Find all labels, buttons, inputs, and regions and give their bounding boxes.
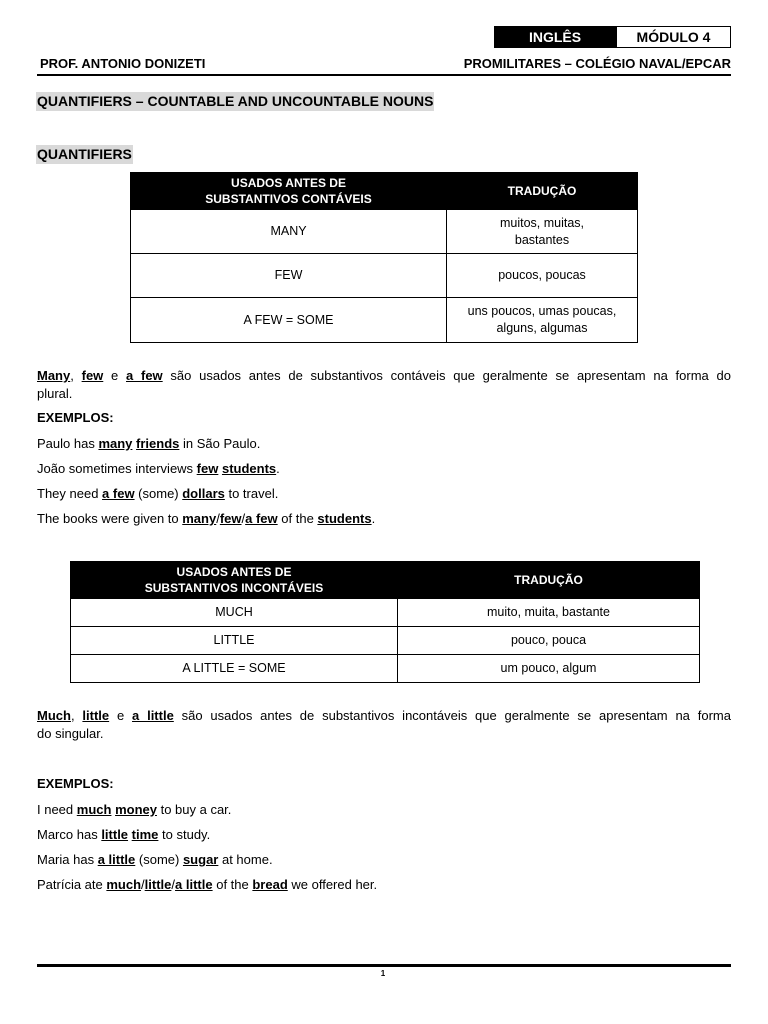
example-text: I need — [37, 802, 77, 817]
quantifier-keyword: a few — [126, 368, 163, 383]
note-text: , — [70, 368, 82, 383]
table-row — [131, 254, 638, 298]
quantifier-keyword: many — [182, 511, 217, 526]
quantifier-keyword: a little — [175, 877, 213, 892]
page-title: QUANTIFIERS – COUNTABLE AND UNCOUNTABLE NOUNS — [37, 93, 434, 109]
noun-keyword: students — [221, 461, 277, 476]
example-text: Marco has — [37, 827, 102, 842]
example-sentence — [37, 822, 731, 847]
table-row — [71, 655, 700, 683]
example-text: / — [241, 511, 246, 526]
noun-keyword: students — [317, 511, 372, 526]
quantifier-keyword: little — [144, 877, 172, 892]
note-text: , — [70, 708, 83, 723]
section-title: QUANTIFIERS — [37, 146, 132, 162]
quantifier-keyword: Many — [37, 368, 71, 383]
example-text: Maria has — [37, 852, 98, 867]
example-text: to travel. — [224, 486, 279, 501]
translation-cell: um pouco, algum — [398, 655, 700, 683]
teacher-name: PROF. ANTONIO DONIZETI — [40, 56, 206, 71]
example-text: . — [371, 511, 376, 526]
header-divider — [37, 74, 731, 76]
example-sentence — [37, 872, 731, 897]
example-text: The books were given to — [37, 511, 183, 526]
table-header-row — [131, 173, 638, 210]
table-header-row — [71, 562, 700, 599]
translation-cell: poucos, poucas — [447, 254, 638, 298]
translation-cell: muitos, muitas, bastantes — [447, 210, 638, 254]
example-text: of the — [212, 877, 253, 892]
note-line — [37, 707, 731, 725]
example-text: Paulo has — [37, 436, 99, 451]
example-text: of the — [277, 511, 318, 526]
example-text: to study. — [158, 827, 211, 842]
note-text: são usados antes de substantivos incontáveis que geralmente se apresentam na forma — [173, 708, 731, 723]
quantifier-cell: FEW — [131, 254, 447, 298]
example-text: in São Paulo. — [179, 436, 261, 451]
example-text: João sometimes interviews — [37, 461, 197, 476]
example-sentence — [37, 506, 731, 531]
quantifier-keyword: much — [106, 877, 142, 892]
example-sentence — [37, 481, 731, 506]
quantifier-cell: LITTLE — [71, 627, 398, 655]
example-text: (some) — [135, 852, 183, 867]
uncountable-quantifiers-table — [70, 561, 700, 683]
uncountable-note — [37, 707, 731, 743]
quantifier-keyword: a little — [97, 852, 136, 867]
example-sentence — [37, 797, 731, 822]
example-text: / — [216, 511, 220, 526]
example-text: we offered her. — [287, 877, 378, 892]
countable-examples — [37, 431, 731, 531]
quantifier-keyword: few — [196, 461, 219, 476]
example-sentence — [37, 456, 731, 481]
examples-label: EXEMPLOS: — [37, 410, 114, 425]
subject-box — [494, 26, 616, 48]
example-sentence — [37, 431, 731, 456]
table-row — [131, 210, 638, 254]
col-header-translation: TRADUÇÃO — [398, 562, 700, 599]
example-text: at home. — [218, 852, 273, 867]
uncountable-examples — [37, 797, 731, 897]
translation-cell: uns poucos, umas poucas, alguns, algumas — [447, 298, 638, 343]
footer-divider — [37, 964, 731, 967]
example-text: / — [141, 877, 145, 892]
quantifier-keyword: little — [82, 708, 110, 723]
quantifier-keyword: a few — [245, 511, 278, 526]
table-row — [131, 298, 638, 343]
quantifier-keyword: a few — [102, 486, 135, 501]
table-row — [71, 627, 700, 655]
note-line: do singular. — [37, 726, 104, 741]
example-text: Patrícia ate — [37, 877, 107, 892]
example-text: . — [276, 461, 280, 476]
translation-cell: pouco, pouca — [398, 627, 700, 655]
countable-quantifiers-table — [130, 172, 638, 343]
translation-cell: muito, muita, bastante — [398, 599, 700, 627]
quantifier-keyword: many — [98, 436, 133, 451]
table-row — [71, 599, 700, 627]
noun-keyword: dollars — [182, 486, 225, 501]
noun-keyword: friends — [136, 436, 180, 451]
noun-keyword: time — [131, 827, 159, 842]
quantifier-keyword: much — [76, 802, 112, 817]
col-header-usage: USADOS ANTES DE SUBSTANTIVOS CONTÁVEIS — [131, 173, 447, 210]
col-header-translation: TRADUÇÃO — [447, 173, 638, 210]
example-text: (some) — [134, 486, 183, 501]
examples-label: EXEMPLOS: — [37, 776, 114, 791]
noun-keyword: money — [115, 802, 157, 817]
quantifier-keyword: Much — [37, 708, 71, 723]
quantifier-keyword: few — [81, 368, 104, 383]
note-text: e — [109, 708, 133, 723]
quantifier-cell: MANY — [131, 210, 447, 254]
quantifier-cell: MUCH — [71, 599, 398, 627]
page-number: 1 — [380, 969, 386, 978]
quantifier-keyword: little — [101, 827, 129, 842]
note-text: são usados antes de substantivos contáveis que geralmente se apresentam na forma do — [162, 368, 731, 383]
quantifier-keyword: a little — [132, 708, 174, 723]
countable-note — [37, 367, 731, 403]
note-line — [37, 367, 731, 385]
quantifier-cell: A FEW = SOME — [131, 298, 447, 343]
course-name: PROMILITARES – COLÉGIO NAVAL/EPCAR — [463, 56, 731, 71]
subject-label: INGLÊS — [528, 29, 582, 45]
note-text: e — [103, 368, 127, 383]
example-sentence — [37, 847, 731, 872]
example-text: / — [171, 877, 176, 892]
quantifier-cell: A LITTLE = SOME — [71, 655, 398, 683]
module-box — [616, 26, 731, 48]
example-text: They need — [37, 486, 103, 501]
noun-keyword: sugar — [182, 852, 219, 867]
note-line: plural. — [37, 386, 73, 401]
module-label: MÓDULO 4 — [636, 29, 711, 45]
quantifier-keyword: few — [219, 511, 242, 526]
col-header-usage: USADOS ANTES DE SUBSTANTIVOS INCONTÁVEIS — [71, 562, 398, 599]
noun-keyword: bread — [252, 877, 288, 892]
example-text: to buy a car. — [156, 802, 232, 817]
